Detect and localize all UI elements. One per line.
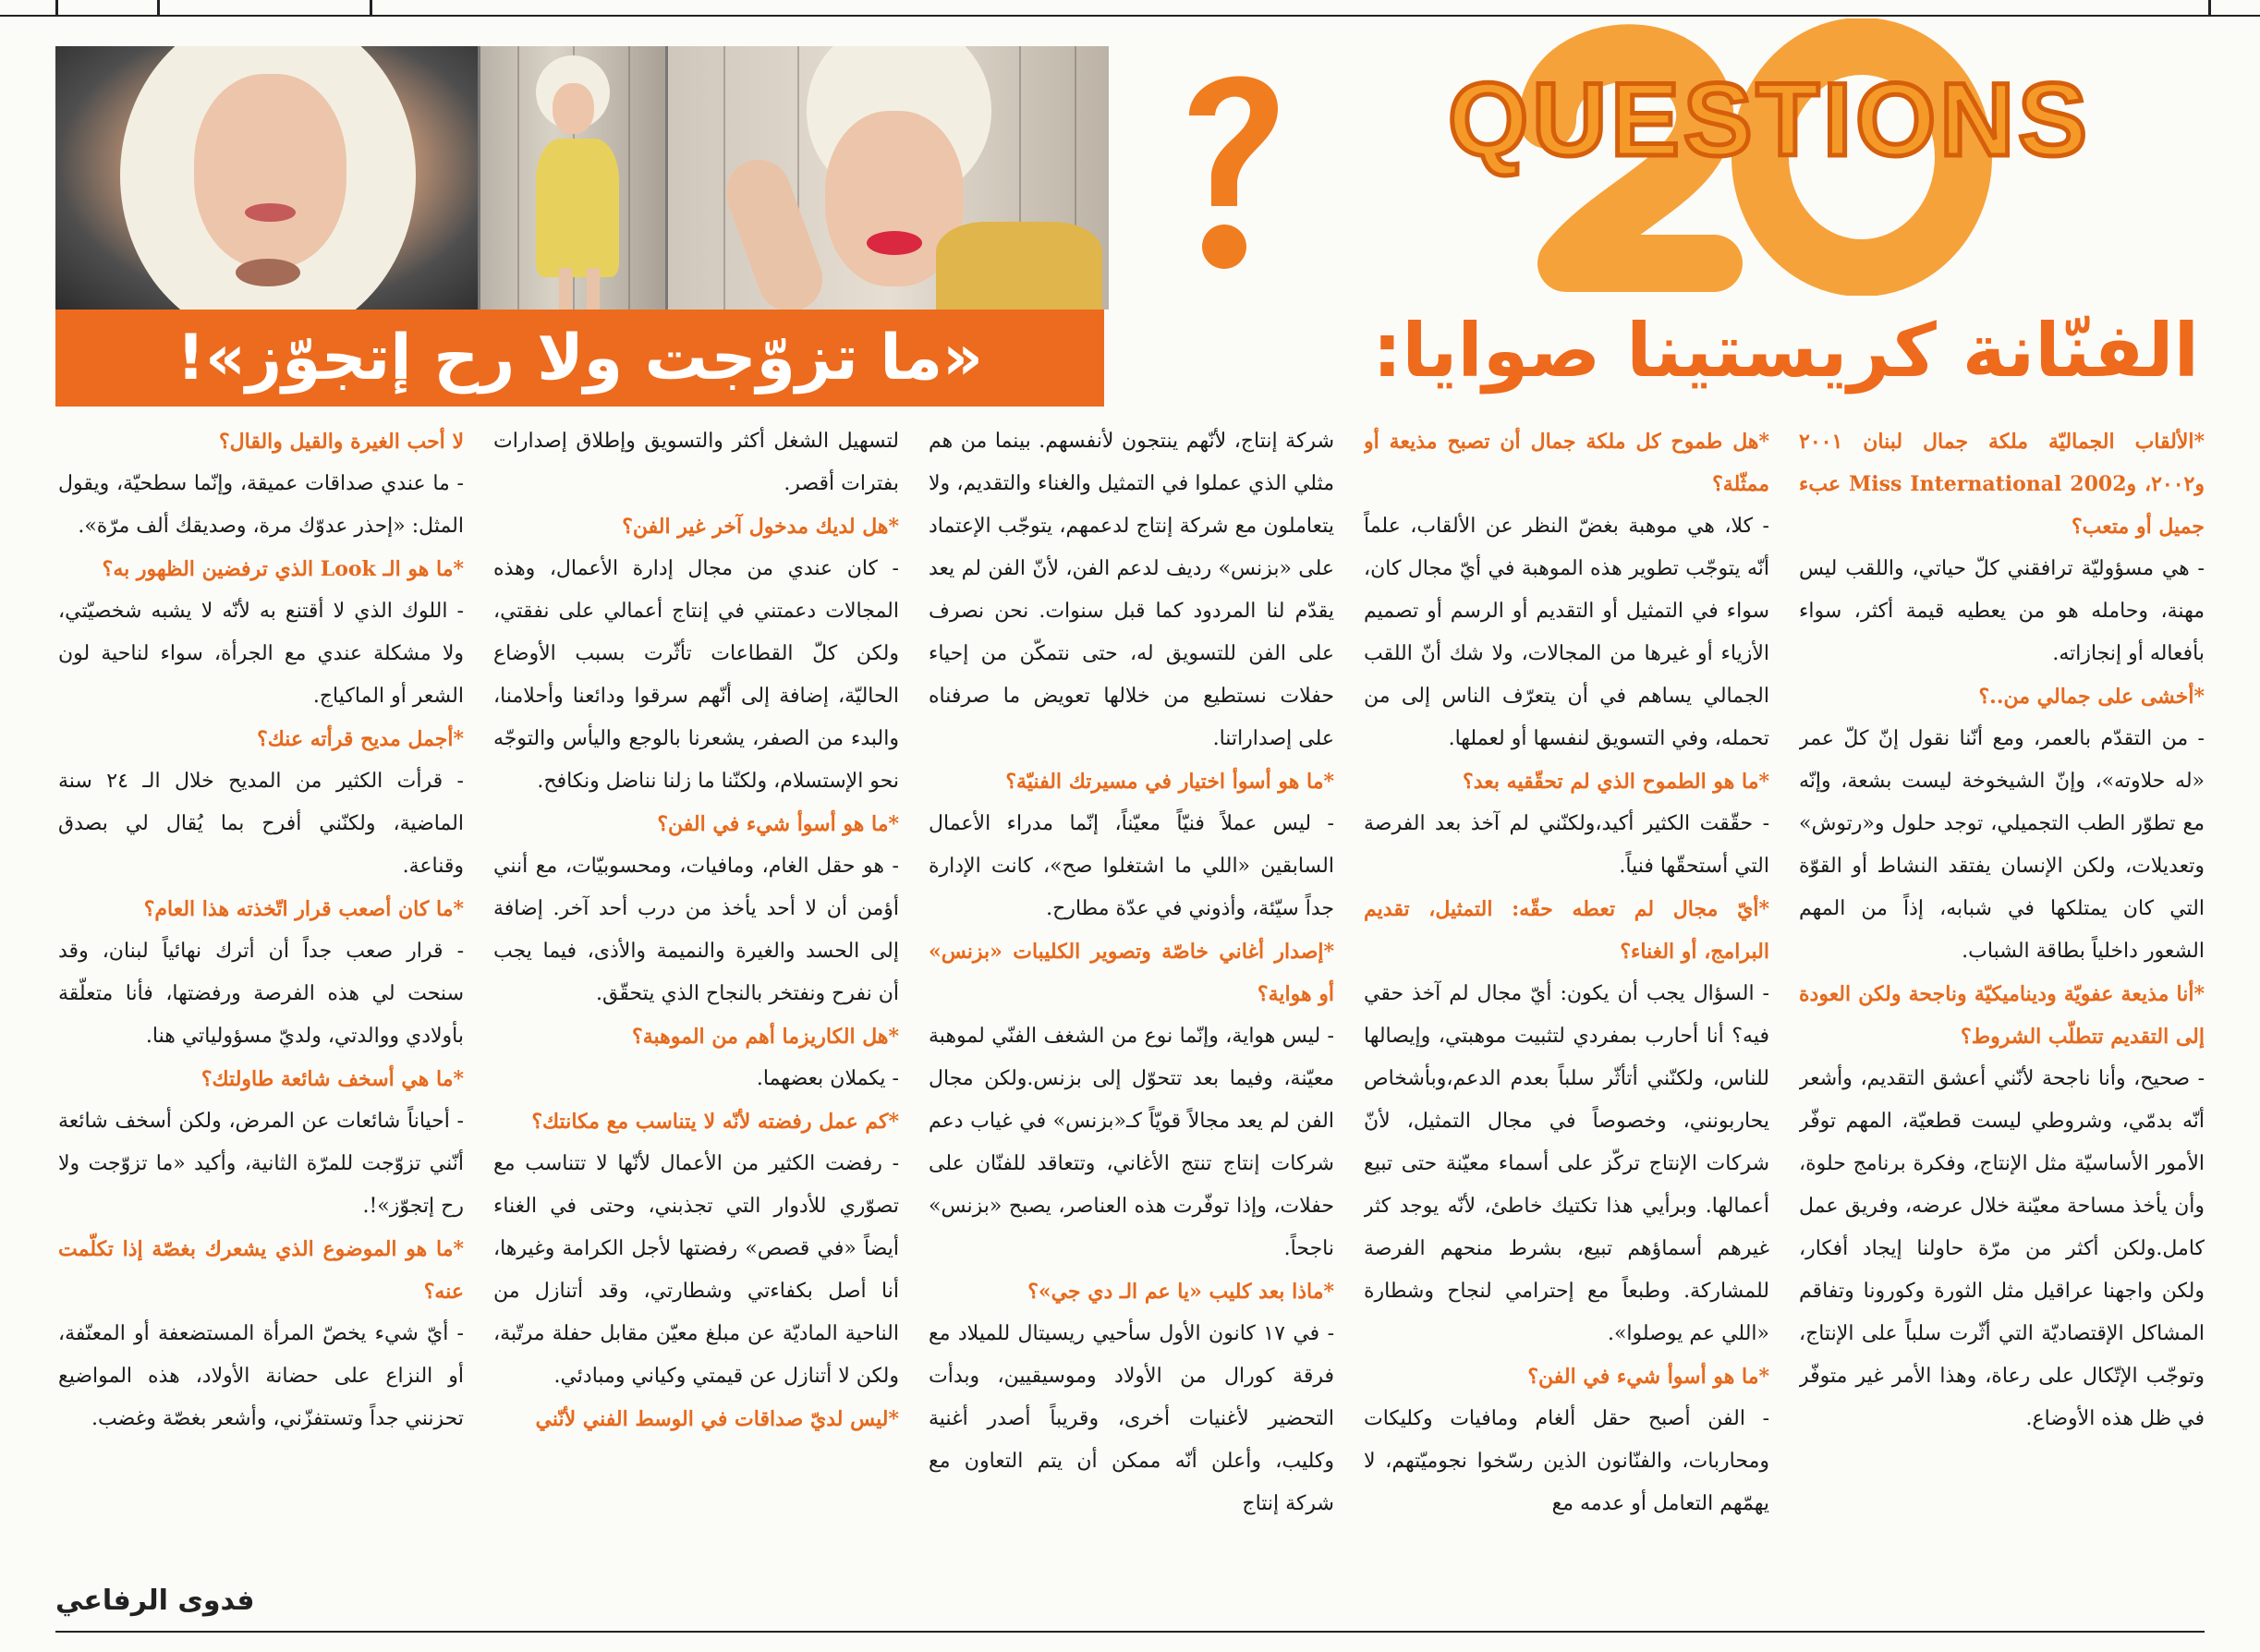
interview-question: *هل الكاريزما أهم من الموهبة؟: [632, 1025, 899, 1049]
interview-question: *ما هو أسوأ شيء في الفن؟: [657, 812, 899, 836]
bottom-rule: [55, 1631, 2205, 1633]
article-column: [929, 420, 1334, 1571]
interview-answer: - ما عندي صداقات عميقة، وإنّما سطحيّة، ويقول المثل: «إحذر عدوّك مرة، وصديقك ألف مرّة».: [58, 472, 464, 538]
top-mark: [55, 0, 58, 15]
interview-question: *كم عمل رفضته لأنّه لا يتناسب مع مكانتك؟: [531, 1110, 899, 1134]
question-mark-icon: [1169, 51, 1298, 282]
interview-question: *ما هو أسوأ شيء في الفن؟: [1527, 1365, 1769, 1389]
interview-answer: - الفن أصبح حقل ألغام ومافيات وكليكات ومحاربات، والفنّانون الذين رسّخوا نجوميّتهم، لا يهمّهم التعامل أو عدمه مع: [1364, 1407, 1769, 1515]
interview-question: *ما كان أصعب قرار اتّخذته هذا العام؟: [143, 897, 464, 921]
interview-question: *أخشى على جمالي من..؟: [1978, 685, 2205, 709]
interview-question: *ما هو الطموح الذي لم تحقّقيه بعد؟: [1463, 770, 1769, 794]
interview-answer: شركة إنتاج، لأنّهم ينتجون لأنفسهم. بينما من هم مثلي الذي عملوا في التمثيل والغناء والتقديم، ولا يتعاملون مع شركة إنتاج لدعمهم، يتوجّب الإعتماد على «بزنس» رديف لدعم الفن، لأنّ الفن لم يعد يقدّم لنا المردود كما قبل سنوات. نحن نصرف على الفن للتسويق له، حتى نتمكّن من إحياء حفلات نستطيع من خلالها تعويض ما صرفناه على إصداراتنا.: [929, 430, 1334, 750]
headline: الفنّانة كريستينا صوايا:: [1372, 308, 2199, 394]
interview-question: *أجمل مديح قرأته عنك؟: [257, 727, 464, 751]
interview-answer: - قرار صعب جداً أن أترك نهائياً لبنان، وقد سنحت لي هذه الفرصة ورفضتها، فأنا متعلّقة بأولادي ووالدتي، ولديّ مسؤولياتي هنا.: [58, 940, 464, 1048]
interview-answer: - ليس هواية، وإنّما نوع من الشغف الفنّي لموهبة معيّنة، وفيما بعد تتحوّل إلى بزنس.ولكن مجال الفن لم يعد مجالاً قويّاً كـ«بزنس» في غياب دعم شركات إنتاج تنتج الأغاني، وتتعاقد للفنّان على حفلات، وإذا توفّرت هذه العناصر، يصبح «بزنس» ناجحاً.: [929, 1025, 1334, 1260]
interview-question: *ماذا بعد كليب «يا عم الـ دي جي»؟: [1027, 1280, 1334, 1304]
interview-question: *ما هي أسخف شائعة طاولتك؟: [200, 1067, 464, 1091]
interview-question: *ما هو أسوأ اختيار في مسيرتك الفنيّة؟: [1005, 770, 1334, 794]
article-column: [1364, 420, 1769, 1571]
photo-collage: [55, 46, 1109, 310]
interview-answer: - قرأت الكثير من المديح خلال الـ ٢٤ سنة الماضية، ولكنّني أفرح بما يُقال لي بصدق وقناعة.: [58, 770, 464, 878]
interview-answer: - هي مسؤوليّة ترافقني كلّ حياتي، واللقب ليس مهنة، وحامله هو من يعطيه قيمة أكثر، سواء بأفعاله أو إنجازاته.: [1799, 557, 2205, 665]
twenty-questions-logo: [1428, 18, 2204, 296]
portrait-photo: [55, 46, 478, 310]
interview-answer: - اللوك الذي لا أقتنع به لأنّه لا يشبه شخصيّتي، ولا مشكلة عندي مع الجرأة، سواء لناحية لون الشعر أو الماكياج.: [58, 600, 464, 708]
interview-answer: - كان عندي من مجال إدارة الأعمال، وهذه المجالات دعمتني في إنتاج أعمالي على نفقتي، ولكن كلّ القطاعات تأثّرت بسبب الأوضاع الحاليّة، إضافة إلى أنّهم سرقوا ودائعنا وأحلامنا، والبدء من الصفر، يشعرنا بالوجع واليأس والتوجّه نحو الإستسلام، ولكنّنا ما زلنا نناضل ونكافح.: [493, 557, 899, 793]
top-mark: [157, 0, 160, 15]
interview-answer: - أحياناً شائعات عن المرض، ولكن أسخف شائعة أنّني تزوّجت للمرّة الثانية، وأكيد «ما تزوّجت ولا رح إتجوّز»!.: [58, 1110, 464, 1218]
interview-answer: - ليس عملاً فنيّاً معيّناً، إنّما مدراء الأعمال السابقين «اللي ما اشتغلوا صح»، كانت الإدارة جداً سيّئة، وأذوني في عدّة مطارح.: [929, 812, 1334, 920]
interview-question: *هل طموح كل ملكة جمال أن تصبح مذيعة أو ممثّلة؟: [1364, 430, 1769, 496]
interview-answer: - أيّ شيء يخصّ المرأة المستضعفة أو المعنّفة، أو النزاع على حضانة الأولاد، هذه المواضيع تحزنني جداً وتستفزّني، وأشعر بغصّة وغضب.: [58, 1322, 464, 1430]
interview-answer: - رفضت الكثير من الأعمال لأنّها لا تتناسب مع تصوّري للأدوار التي تجذبني، وحتى في الغناء أيضاً «في قصص» رفضتها لأجل الكرامة وغيرها، أنا أصل بكفاءتي وشطارتي، وقد أتنازل من الناحية الماديّة عن مبلغ معيّن مقابل حفلة مرتّبة، ولكن لا أتنازل عن قيمتي وكياني ومبادئي.: [493, 1152, 899, 1388]
closeup-photo: [668, 46, 1109, 310]
interview-answer: - يكملان بعضهما.: [756, 1067, 899, 1090]
interview-question: *إصدار أغاني خاصّة وتصوير الكليبات «بزنس» أو هواية؟: [929, 940, 1334, 1006]
article-column: [493, 420, 899, 1571]
interview-answer: - حقّقت الكثير أكيد،ولكنّني لم آخذ بعد الفرصة التي أستحقّها فنياً.: [1364, 812, 1769, 878]
interview-question: *ما هو الـ Look الذي ترفضين الظهور به؟: [102, 557, 464, 581]
interview-question: *أيّ مجال لم تعطه حقّه: التمثيل، تقديم البرامج، أو الغناء؟: [1364, 897, 1769, 964]
interview-answer: - السؤال يجب أن يكون: أيّ مجال لم آخذ حقي فيه؟ أنا أحارب بمفردي لتثبيت موهبتي، وإيصالها للناس، ولكنّني أتأثّر سلباً بعدم الدعم،وبأشخاص يحاربونني، وخصوصاً في مجال التمثيل، لأنّ شركات الإنتاج تركّز على أسماء معيّنة حتى تبيع أعمالها. وبرأيي هذا تكتيك خاطئ، لأنّه يوجد كثر غيرهم أسماؤهم تبيع، بشرط منحهم الفرصة للمشاركة. وطبعاً مع إحترامي لنجاح وشطارة «اللي عم يوصلوا».: [1364, 982, 1769, 1345]
author-byline: فدوى الرفاعي: [55, 1585, 255, 1617]
subheadline-banner: «ما تزوّجت ولا رح إتجوّز»!: [55, 310, 1104, 407]
logo-word: QUESTIONS: [1448, 62, 2091, 177]
interview-question: *ليس لديّ صداقات في الوسط الفني لأنّني: [535, 1407, 899, 1431]
top-strip: [0, 0, 2260, 17]
interview-question: *هل لديك مدخول آخر غير الفن؟: [622, 515, 899, 539]
interview-answer: - صحيح، وأنا ناجحة لأنّني أعشق التقديم، وأشعر أنّه بدمّي، وشروطي ليست قطعيّة، المهم توفّر الأمور الأساسيّة مثل الإنتاج، وفكرة برنامج حلوة، وأن يأخذ مساحة معيّنة خلال عرضه، وفريق عمل كامل.ولكن أكثر من مرّة حاولنا إيجاد أفكار، ولكن واجهنا عراقيل مثل الثورة وكورونا وتفاقم المشاكل الإقتصاديّة التي أثّرت سلباً على الإنتاج، وتوجّب الإتّكال على رعاة، وهذا الأمر غير متوفّر في ظل هذه الأوضاع.: [1799, 1067, 2205, 1430]
article-column: [58, 420, 464, 1571]
top-mark: [2208, 0, 2211, 15]
interview-answer: - هو حقل الغام، ومافيات، ومحسوبيّات، مع أنني أؤمن أن لا أحد يأخذ من درب أحد آخر. إضافة إلى الحسد والغيرة والنميمة والأذى، فيما يجب أن نفرح ونفتخر بالنجاح الذي يتحقّق.: [493, 855, 899, 1005]
top-rule: [0, 15, 2260, 17]
top-mark: [370, 0, 372, 15]
interview-question: لا أحب الغيرة والقيل والقال؟: [218, 430, 464, 454]
interview-answer: لتسهيل الشغل أكثر والتسويق وإطلاق إصدارات بفترات أقصر.: [493, 430, 899, 495]
interview-answer: - في ١٧ كانون الأول سأحيي ريسيتال للميلاد مع فرقة كورال من الأولاد وموسيقيين، وبدأت التحضير لأغنيات أخرى، وقريباً أصدر أغنية وكليب، وأعلن أنّه ممكن أن يتم التعاون مع شركة إنتاج: [929, 1322, 1334, 1515]
interview-question: *الألقاب الجماليّة ملكة جمال لبنان ٢٠٠١ و٢٠٠٢، وMiss International 2002 عبء جميل أو متعب؟: [1799, 430, 2205, 539]
interview-question: *ما هو الموضوع الذي يشعرك بغصّة إذا تكلّمت عنه؟: [58, 1237, 464, 1304]
interview-question: *أنا مذيعة عفويّة وديناميكيّة وناجحة ولكن العودة إلى التقديم تتطلّب الشروط؟: [1799, 982, 2205, 1049]
interview-answer: - من التقدّم بالعمر، ومع أنّنا نقول إنّ كلّ عمر «له حلاوته»، وإنّ الشيخوخة ليست بشعة، وإنّه مع تطوّر الطب التجميلي، توجد حلول و«رتوش» وتعديلات، ولكن الإنسان يفتقد النشاط أو القوّة التي كان يمتلكها في شبابه، إذاً من المهم الشعور داخلياً بطاقة الشباب.: [1799, 727, 2205, 963]
full-length-photo: [480, 46, 665, 310]
interview-answer: - كلا، هي موهبة بغضّ النظر عن الألقاب، علماً أنّه يتوجّب تطوير هذه الموهبة في أيّ مجال كان، سواء في التمثيل أو التقديم أو الرسم أو تصميم الأزياء أو غيرها من المجالات، ولا شك أنّ اللقب الجمالي يساهم في أن يتعرّف الناس إلى من تحمله، وفي التسويق لنفسها أو لعملها.: [1364, 515, 1769, 750]
article-column: [1799, 420, 2205, 1571]
